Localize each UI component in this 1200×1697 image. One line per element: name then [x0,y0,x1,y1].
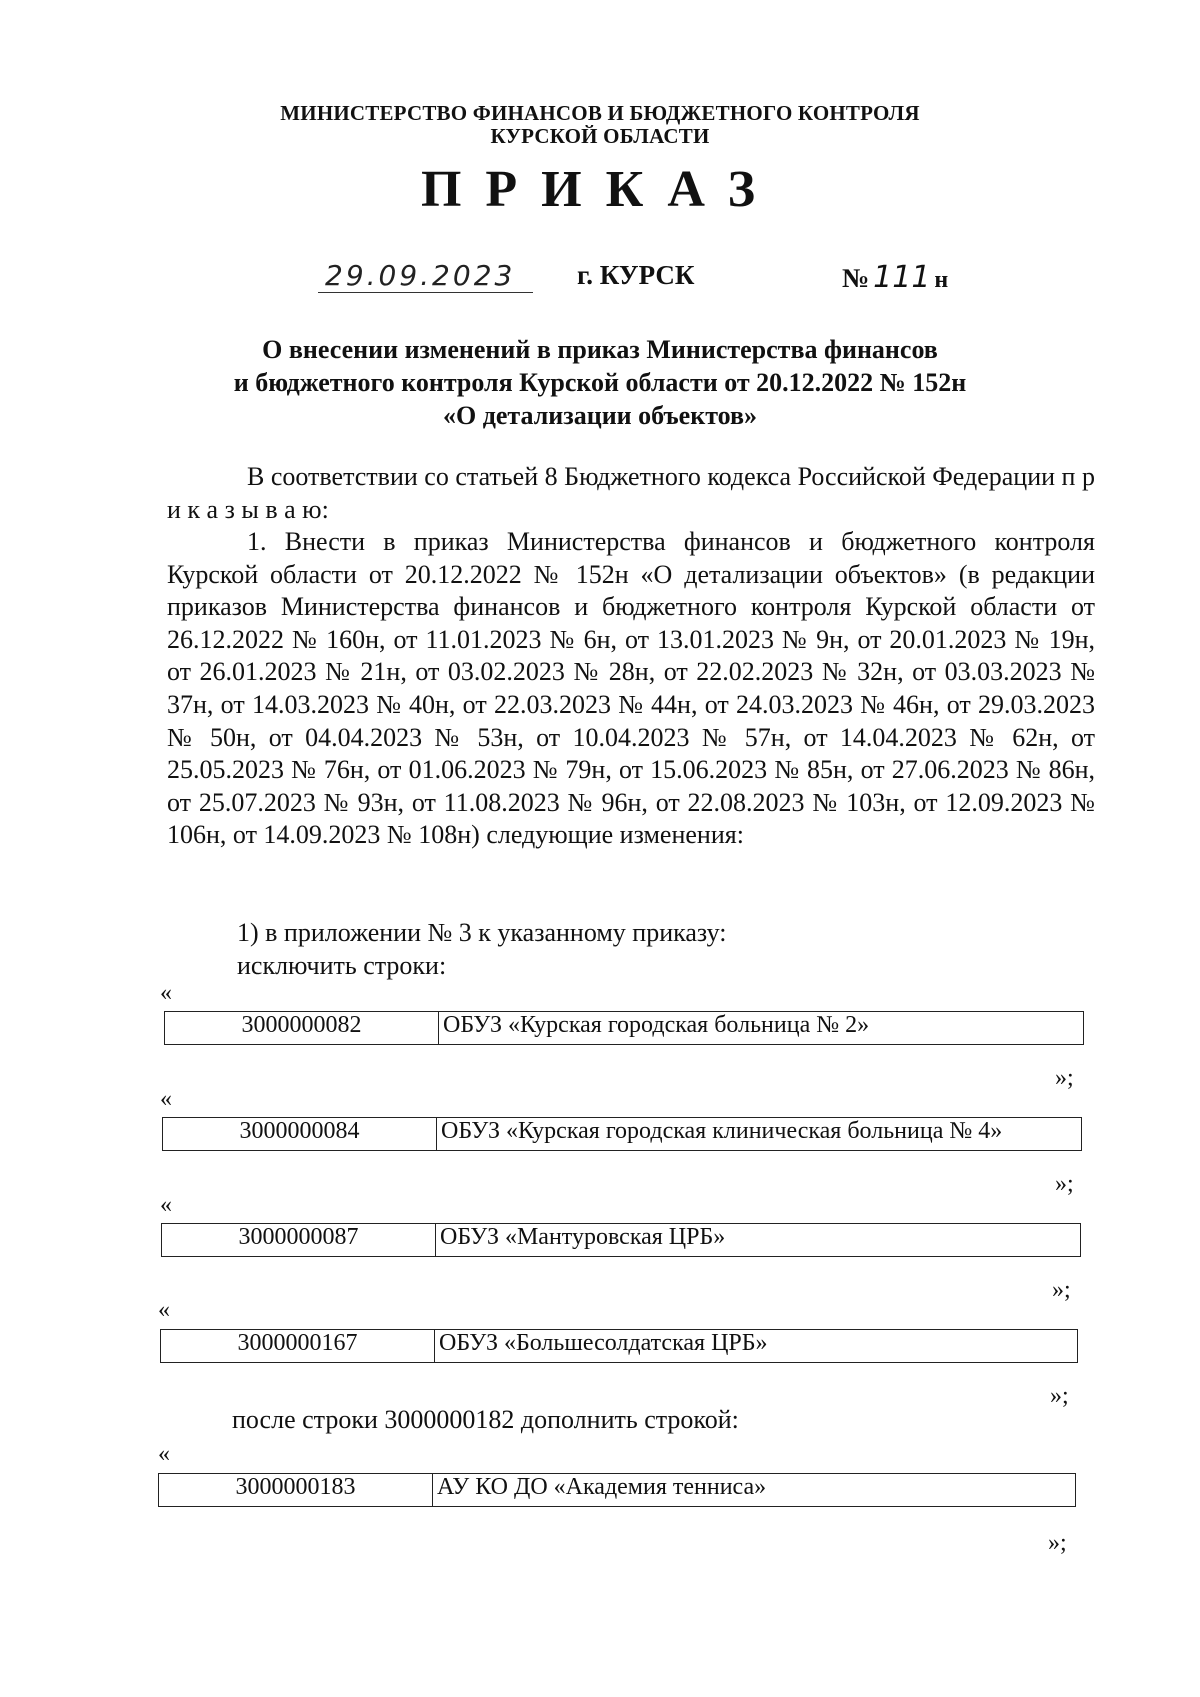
quote-close: »; [1055,1065,1074,1091]
added-row-table [158,1473,1076,1507]
quote-close: »; [1048,1530,1067,1556]
number-suffix: н [934,267,949,293]
document-subject [0,333,1200,432]
table-row [165,1012,1084,1045]
quote-open: « [160,1192,172,1218]
row-code: 3000000183 [159,1474,433,1507]
quote-open: « [158,1441,170,1467]
table-row [159,1474,1076,1507]
quote-open: « [158,1297,170,1323]
excluded-row-table [162,1117,1082,1151]
city: г. КУРСК [577,260,695,290]
number-sign: № [842,263,870,293]
subject-line1: О внесении изменений в приказ Министерства финансов [262,335,938,364]
row-code: 3000000082 [165,1012,439,1045]
exclude-label: исключить строки: [237,951,447,980]
quote-close: »; [1050,1383,1069,1409]
order-number [842,260,948,295]
handwritten-date: 29.09.2023 [325,259,516,292]
row-name: ОБУЗ «Мантуровская ЦРБ» [436,1224,1081,1257]
ministry-name-line2: КУРСКОЙ ОБЛАСТИ [490,124,710,148]
quote-close: »; [1055,1171,1074,1197]
quote-open: « [160,980,172,1006]
item1-paragraph: 1. Внести в приказ Министерства финансов и бюджетного контроля Курской области от 20.12.2022 № 152н «О детализации объектов» (в редакции приказов Министерства финансов и бюджетного контроля Курской области от 26.12.2022 № 160н, от 11.01.2023 № 6н, от 13.01.2023 № 9н, от 20.01.2023 № 19н, от 26.01.2023 № 21н, от 03.02.2023 № 28н, от 22.02.2023 № 32н, от 03.03.2023 № 37н, от 14.03.2023 № 40н, от 22.03.2023 № 44н, от 24.03.2023 № 46н, от 29.03.2023 № 50н, от 04.04.2023 № 53н, от 10.04.2023 № 57н, от 14.04.2023 № 62н, от 25.05.2023 № 76н, от 01.06.2023 № 79н, от 15.06.2023 № 85н, от 27.06.2023 № 86н, от 25.07.2023 № 93н, от 11.08.2023 № 96н, от 22.08.2023 № 103н, от 12.09.2023 № 106н, от 14.09.2023 № 108н) следующие изменения: [167,527,1095,850]
handwritten-number: 111 [873,260,931,295]
excluded-row-table [161,1223,1081,1257]
table-row [161,1330,1078,1363]
intro-paragraph: В соответствии со статьей 8 Бюджетного кодекса Российской Федерации п р и к а з ы в а ю: [167,462,1095,524]
row-code: 3000000087 [162,1224,436,1257]
row-name: ОБУЗ «Курская городская клиническая больница № 4» [437,1118,1082,1151]
add-label: после строки 3000000182 дополнить строкой: [232,1405,739,1434]
subject-line3: «О детализации объектов» [442,401,758,430]
subitem1: 1) в приложении № 3 к указанному приказу: [237,918,727,947]
row-code: 3000000167 [161,1330,435,1363]
subject-line2: и бюджетного контроля Курской области от 20.12.2022 № 152н [233,368,967,397]
quote-open: « [160,1086,172,1112]
row-code: 3000000084 [163,1118,437,1151]
table-row [162,1224,1081,1257]
document-title: ПРИКАЗ [420,161,780,218]
row-name: ОБУЗ «Большесолдатская ЦРБ» [435,1330,1078,1363]
excluded-row-table [164,1011,1084,1045]
quote-close: »; [1052,1277,1071,1303]
table-row [163,1118,1082,1151]
date-underline [318,292,533,293]
row-name: ОБУЗ «Курская городская больница № 2» [439,1012,1084,1045]
row-name: АУ КО ДО «Академия тенниса» [433,1474,1076,1507]
excluded-row-table [160,1329,1078,1363]
ministry-name-line1: МИНИСТЕРСТВО ФИНАНСОВ И БЮДЖЕТНОГО КОНТРОЛЯ [280,101,920,125]
